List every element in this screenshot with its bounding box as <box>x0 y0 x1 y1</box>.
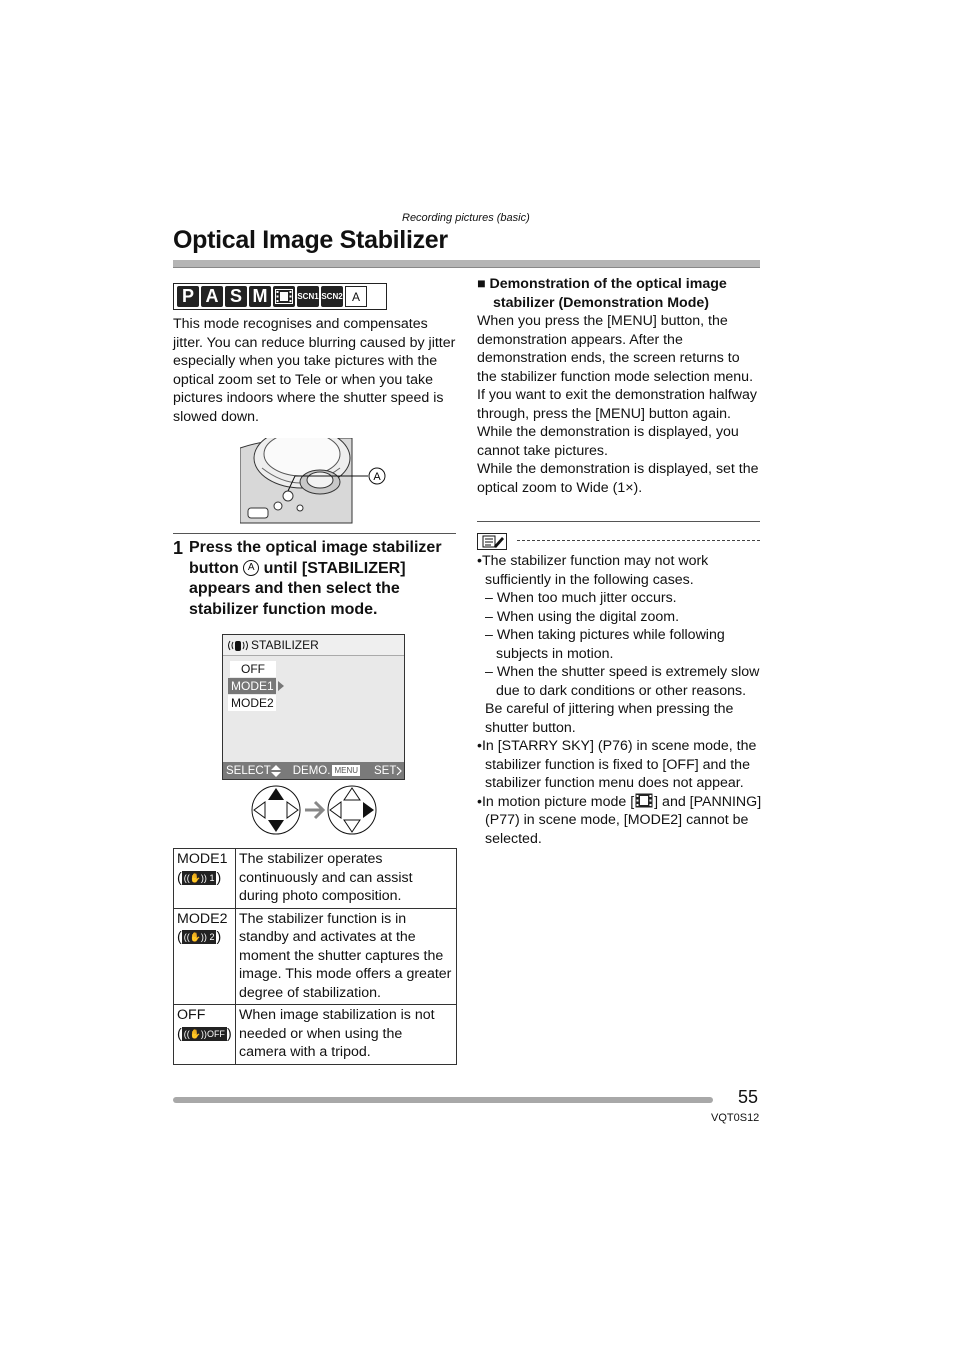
menu-button-icon: MENU <box>334 766 359 775</box>
mode-table <box>173 848 457 1065</box>
demo-body: When you press the [MENU] button, the demonstration appears. After the demonstration ends, the screen returns to the stabilizer function mode selection menu. If you want to exit the demonstration halfway through, press the [MENU] button again. While the demonstration is displayed, you cannot take pictures. While the demonstration is displayed, set the optical zoom to Wide (1×). <box>477 313 759 496</box>
up-down-arrow-icon <box>271 765 281 777</box>
mode-cell: MODE1 ( ((✋)) 1 ) <box>174 849 236 909</box>
stabilizer-off-icon: ((✋))OFF <box>183 1028 225 1039</box>
lcd-option-mode1[interactable]: MODE1 <box>228 678 276 694</box>
title-rule <box>173 260 760 268</box>
demo-heading: ■ Demonstration of the optical image stabilizer (Demonstration Mode) <box>477 276 727 311</box>
mode-a-icon: A <box>201 286 223 307</box>
scn2-icon: SCN2 <box>321 286 343 307</box>
list-item: – When too much jitter occurs. <box>485 590 677 606</box>
auto-mode-icon: A <box>345 286 367 307</box>
camera-button-illustration <box>240 438 390 524</box>
stabilizer-mode1-icon: ((✋)) 1 <box>183 872 215 883</box>
chevron-right-icon <box>396 766 402 776</box>
mode-m-icon: M <box>249 286 271 307</box>
page-number: 55 <box>738 1087 759 1107</box>
document-code: VQT0S12 <box>711 1112 760 1124</box>
marker-a-icon: A <box>243 560 259 576</box>
step-number: 1 <box>173 538 184 558</box>
dashed-separator <box>517 540 760 541</box>
scn1-icon: SCN1 <box>297 286 319 307</box>
page-title: Optical Image Stabilizer <box>173 226 448 254</box>
mode-cell: MODE2 ( ((✋)) 2 ) <box>174 908 236 1005</box>
mode-p-icon: P <box>177 286 199 307</box>
list-item: – When the shutter speed is extremely slow due to dark conditions or other reasons. <box>485 664 760 699</box>
film-icon <box>273 286 295 307</box>
list-item: – When using the digital zoom. <box>485 608 680 625</box>
list-item: •The stabilizer function may not work sufficiently in the following cases. <box>477 553 709 588</box>
step-instruction: Press the optical image stabilizer button A until [STABILIZER] appears and then select the stabilizer function mode. <box>189 539 442 618</box>
table-row <box>174 849 457 909</box>
description-cell: The stabilizer function is in standby and activates at the moment the shutter captures the image. This mode offers a greater degree of stabilization. <box>236 908 457 1005</box>
table-row <box>174 908 457 1005</box>
lcd-title: STABILIZER <box>251 638 319 652</box>
list-item: •In motion picture mode [ ] and [PANNING] (P77) in scene mode, [MODE2] cannot be selected. <box>477 793 762 847</box>
stabilizer-hand-icon <box>227 639 249 652</box>
mode-cell: OFF ( ((✋))OFF ) <box>174 1005 236 1065</box>
table-row <box>174 1005 457 1065</box>
square-bullet-icon: ■ <box>477 276 486 292</box>
footer-rule <box>173 1097 713 1103</box>
lcd-option-off[interactable]: OFF <box>230 661 276 677</box>
list-item: – When taking pictures while following subjects in motion. <box>485 627 725 662</box>
description-cell: When image stabilization is not needed or when using the camera with a tripod. <box>236 1005 457 1065</box>
divider <box>477 521 760 522</box>
list-item: Be careful of jittering when pressing the shutter button. <box>485 701 734 736</box>
lcd-header <box>223 635 404 656</box>
divider <box>173 533 456 534</box>
callout-a-label: A <box>373 471 381 483</box>
stabilizer-mode2-icon: ((✋)) 2 <box>183 932 215 943</box>
section-title: Recording pictures (basic) <box>402 212 530 224</box>
lcd-option-mode2[interactable]: MODE2 <box>228 695 276 711</box>
lcd-footer <box>223 762 404 779</box>
intro-paragraph: This mode recognises and compensates jitter. You can reduce blurring caused by jitter especially when you take pictures with the optical zoom set to Tele or when you take pictures indoors where the shutter speed is slowed down. <box>173 316 456 425</box>
arrow-right-icon <box>278 681 284 691</box>
list-item: •In [STARRY SKY] (P76) in scene mode, the stabilizer function is fixed to [OFF] and the stabilizer function menu does not appear. <box>477 738 757 791</box>
mode-icon-strip <box>173 283 387 310</box>
note-pencil-icon <box>477 533 507 550</box>
mode-s-icon: S <box>225 286 247 307</box>
dpad-illustration <box>250 785 380 837</box>
footer-demo-label: DEMO. <box>292 764 331 777</box>
lcd-stabilizer-menu <box>222 634 405 780</box>
footer-select-label: SELECT <box>226 764 271 777</box>
notes-list <box>477 552 762 848</box>
footer-set-label: SET <box>374 764 397 777</box>
film-icon <box>634 793 654 808</box>
description-cell: The stabilizer operates continuously and can assist during photo composition. <box>236 849 457 909</box>
